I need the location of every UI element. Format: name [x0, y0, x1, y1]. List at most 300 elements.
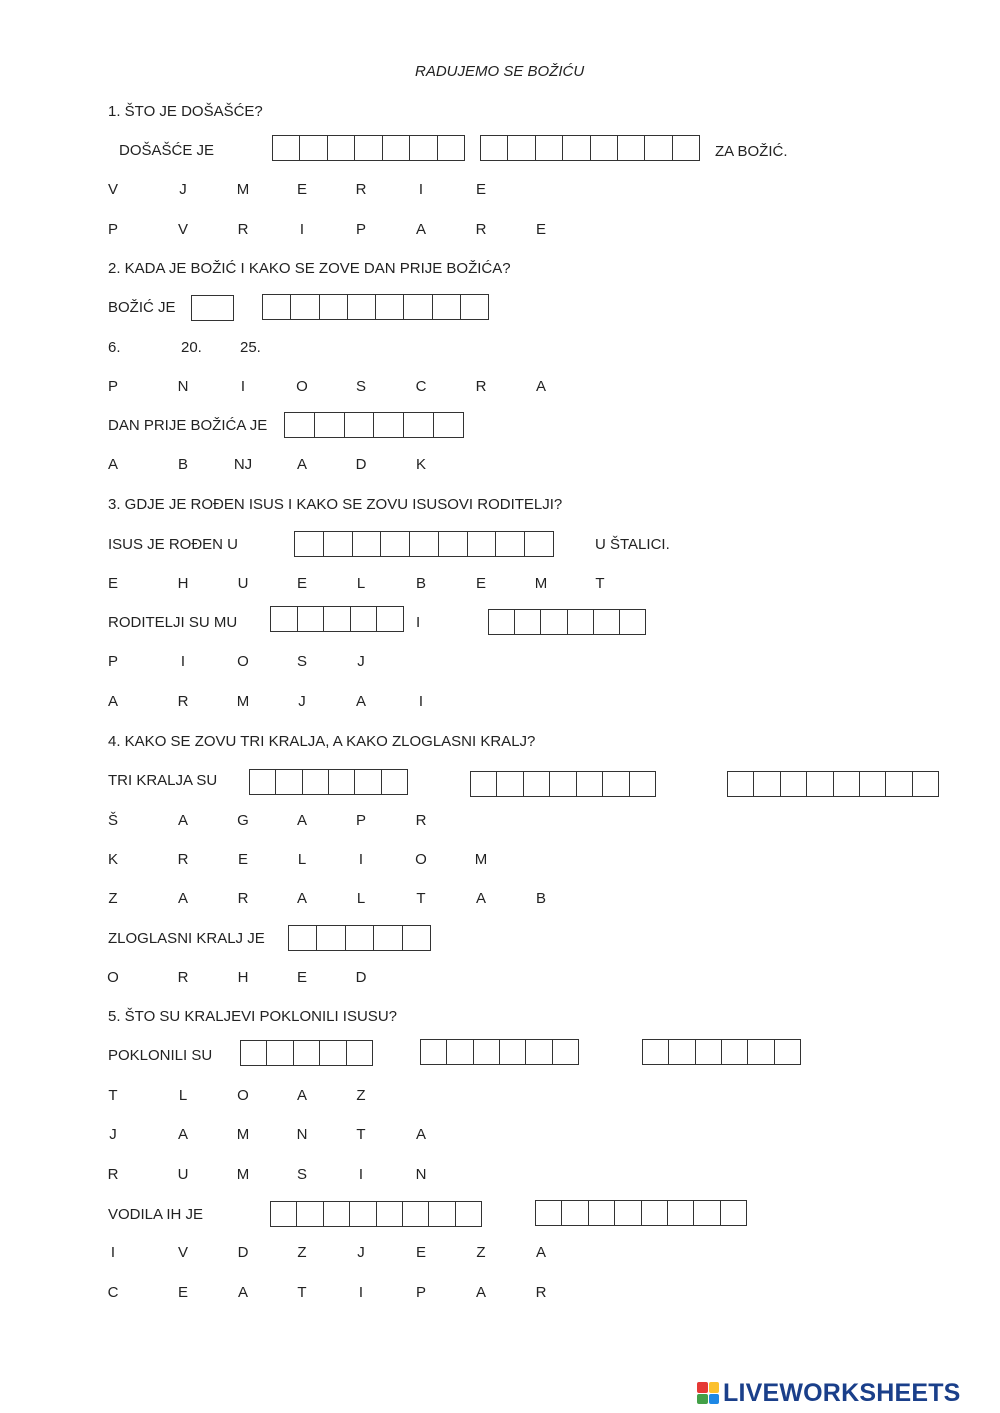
question-3: 3. GDJE JE ROĐEN ISUS I KAKO SE ZOVU ISUSOVI RODITELJI? — [108, 496, 563, 513]
answer-boxes-q1-word2-cell-input[interactable] — [673, 136, 699, 160]
answer-boxes-q5-guide2-cell-input[interactable] — [589, 1201, 614, 1225]
answer-boxes-q2-month-cell-input[interactable] — [320, 295, 347, 319]
logo-square-red — [697, 1382, 708, 1393]
q2-prefix-2: DAN PRIJE BOŽIĆA JE — [108, 417, 268, 434]
answer-boxes-q4-herod-cell-input[interactable] — [403, 926, 430, 950]
answer-boxes-q3-place — [294, 531, 554, 557]
answer-boxes-q3-parent2-cell-input[interactable] — [541, 610, 566, 634]
scrambled-letter: M — [236, 181, 250, 198]
answer-cell — [722, 1040, 748, 1064]
answer-boxes-q5-gift2-cell-input[interactable] — [553, 1040, 578, 1064]
answer-boxes-q1-word2-cell-input[interactable] — [481, 136, 507, 160]
scrambled-letter: J — [179, 181, 187, 198]
scrambled-letter: G — [237, 812, 249, 829]
answer-cell — [541, 610, 567, 634]
answer-boxes-q5-guide2-cell-input[interactable] — [642, 1201, 667, 1225]
answer-boxes-q2-month-cell-input[interactable] — [263, 295, 290, 319]
answer-cell — [315, 413, 345, 437]
scrambled-letter: S — [355, 378, 366, 395]
answer-cell — [263, 295, 291, 319]
scrambled-letter: O — [237, 1087, 249, 1104]
scrambled-letter: E — [535, 221, 546, 238]
answer-cell — [404, 295, 432, 319]
answer-boxes-q5-guide1-cell-input[interactable] — [324, 1202, 349, 1226]
answer-boxes-q5-guide2-cell-input[interactable] — [562, 1201, 587, 1225]
answer-boxes-q1-word1 — [272, 135, 465, 161]
answer-boxes-q3-parent1-cell-input[interactable] — [271, 607, 297, 631]
answer-boxes-q4-king2-cell-input[interactable] — [471, 772, 496, 796]
scrambled-letter: K — [415, 456, 426, 473]
answer-cell — [694, 1201, 720, 1225]
answer-boxes-q1-word1-cell-input[interactable] — [355, 136, 381, 160]
answer-boxes-q5-guide1-cell-input[interactable] — [350, 1202, 375, 1226]
scrambled-letter: T — [297, 1284, 307, 1301]
answer-cell — [303, 770, 329, 794]
scrambled-letter: S — [296, 653, 307, 670]
answer-cell — [471, 772, 497, 796]
scrambled-letter: V — [177, 1244, 188, 1261]
q4-prefix: TRI KRALJA SU — [108, 772, 218, 789]
scrambled-letter: C — [107, 1284, 119, 1301]
answer-boxes-q1-word2-cell-input[interactable] — [618, 136, 644, 160]
answer-boxes-q3-parent2-cell-input[interactable] — [489, 610, 514, 634]
answer-boxes-q5-gift2-cell-input[interactable] — [526, 1040, 551, 1064]
scrambled-letter: I — [110, 1244, 116, 1261]
answer-cell — [350, 1202, 376, 1226]
scrambled-letter: M — [236, 1126, 250, 1143]
q3-prefix: ISUS JE ROĐEN U — [108, 536, 239, 553]
answer-boxes-q5-gift2 — [420, 1039, 579, 1065]
answer-boxes-q3-parent1-cell-input[interactable] — [324, 607, 350, 631]
answer-cell — [382, 770, 407, 794]
scrambled-letter: M — [534, 575, 548, 592]
scrambled-letter: U — [237, 575, 249, 592]
answer-boxes-q5-gift1-cell-input[interactable] — [267, 1041, 292, 1065]
logo-square-blue — [709, 1394, 720, 1405]
answer-boxes-q3-parent1-cell-input[interactable] — [351, 607, 377, 631]
answer-boxes-q3-place-cell-input[interactable] — [496, 532, 524, 556]
answer-boxes-q2-eve-cell-input[interactable] — [434, 413, 463, 437]
answer-boxes-q4-king1-cell-input[interactable] — [329, 770, 354, 794]
scrambled-letter: P — [415, 1284, 426, 1301]
answer-cell — [403, 926, 430, 950]
q1-suffix: ZA BOŽIĆ. — [715, 143, 788, 160]
q5-prefix-2: VODILA IH JE — [108, 1206, 204, 1223]
scrambled-letter: I — [180, 653, 186, 670]
answer-boxes-q2-eve-cell-input[interactable] — [374, 413, 403, 437]
question-2: 2. KADA JE BOŽIĆ I KAKO SE ZOVE DAN PRIJE BOŽIĆA? — [108, 260, 511, 277]
scrambled-letter: A — [296, 890, 307, 907]
answer-boxes-q4-herod-cell-input[interactable] — [289, 926, 316, 950]
answer-boxes-q4-king3-cell-input[interactable] — [886, 772, 911, 796]
scrambled-letter: P — [107, 221, 118, 238]
answer-boxes-q2-eve-cell-input[interactable] — [345, 413, 374, 437]
answer-cell — [294, 1041, 320, 1065]
answer-cell — [433, 295, 461, 319]
answer-boxes-q4-king3-cell-input[interactable] — [860, 772, 885, 796]
answer-boxes-q5-gift2-cell-input[interactable] — [500, 1040, 525, 1064]
answer-cell — [345, 413, 375, 437]
scrambled-letter: N — [296, 1126, 308, 1143]
answer-cell — [536, 136, 563, 160]
answer-cell — [320, 1041, 346, 1065]
answer-cell — [508, 136, 535, 160]
answer-boxes-q5-guide1-cell-input[interactable] — [429, 1202, 454, 1226]
scrambled-letter: P — [355, 221, 366, 238]
scrambled-letter: Š — [107, 812, 118, 829]
answer-boxes-q4-king1-cell-input[interactable] — [276, 770, 301, 794]
answer-boxes-q2-eve-cell-input[interactable] — [285, 413, 314, 437]
answer-cell — [526, 1040, 552, 1064]
scrambled-letter: E — [475, 575, 486, 592]
answer-cell — [834, 772, 860, 796]
scrambled-letter: A — [177, 1126, 188, 1143]
scrambled-letter: T — [108, 1087, 118, 1104]
answer-boxes-q5-guide2 — [535, 1200, 747, 1226]
q1-prefix: DOŠAŠĆE JE — [119, 142, 215, 159]
answer-cell — [615, 1201, 641, 1225]
answer-boxes-q3-place-cell-input[interactable] — [353, 532, 381, 556]
scrambled-letter: Z — [108, 890, 118, 907]
answer-boxes-q5-guide1-cell-input[interactable] — [297, 1202, 322, 1226]
scrambled-letter: I — [240, 378, 246, 395]
scrambled-letter: L — [297, 851, 307, 868]
answer-boxes-q5-gift1-cell-input[interactable] — [241, 1041, 266, 1065]
answer-boxes-q3-place-cell-input[interactable] — [410, 532, 438, 556]
answer-boxes-q2-date-cell-input[interactable] — [192, 296, 233, 320]
answer-boxes-q4-king3-cell-input[interactable] — [781, 772, 806, 796]
answer-boxes-q5-guide2-cell-input[interactable] — [615, 1201, 640, 1225]
answer-cell — [324, 607, 351, 631]
answer-boxes-q4-king2-cell-input[interactable] — [603, 772, 628, 796]
answer-boxes-q5-guide1 — [270, 1201, 482, 1227]
answer-cell — [346, 926, 374, 950]
answer-cell — [291, 295, 319, 319]
scrambled-letter: A — [296, 812, 307, 829]
answer-boxes-q2-month-cell-input[interactable] — [291, 295, 318, 319]
scrambled-letter: E — [296, 181, 307, 198]
answer-boxes-q5-gift3-cell-input[interactable] — [722, 1040, 747, 1064]
answer-boxes-q5-gift2-cell-input[interactable] — [474, 1040, 499, 1064]
answer-boxes-q2-month-cell-input[interactable] — [348, 295, 375, 319]
scrambled-letter: O — [107, 969, 119, 986]
scrambled-letter: K — [107, 851, 118, 868]
scrambled-letter: E — [107, 575, 118, 592]
scrambled-letter: A — [415, 221, 426, 238]
answer-cell — [317, 926, 345, 950]
answer-cell — [515, 610, 541, 634]
answer-boxes-q3-parent2-cell-input[interactable] — [515, 610, 540, 634]
answer-boxes-q1-word2-cell-input[interactable] — [645, 136, 671, 160]
answer-boxes-q1-word1-cell-input[interactable] — [273, 136, 299, 160]
answer-cell — [383, 136, 410, 160]
answer-boxes-q5-guide2-cell-input[interactable] — [694, 1201, 719, 1225]
q4-prefix-2: ZLOGLASNI KRALJ JE — [108, 930, 265, 947]
answer-cell — [355, 136, 382, 160]
answer-boxes-q4-king2 — [470, 771, 656, 797]
answer-boxes-q2-eve-cell-input[interactable] — [404, 413, 433, 437]
answer-cell — [353, 532, 382, 556]
answer-cell — [645, 136, 672, 160]
scrambled-letter: S — [296, 1166, 307, 1183]
q3-suffix: U ŠTALICI. — [595, 536, 670, 553]
answer-boxes-q4-king1-cell-input[interactable] — [250, 770, 275, 794]
answer-cell — [524, 772, 550, 796]
answer-cell — [348, 295, 376, 319]
scrambled-letter: M — [236, 1166, 250, 1183]
answer-boxes-q3-place-cell-input[interactable] — [295, 532, 323, 556]
answer-boxes-q1-word2-cell-input[interactable] — [536, 136, 562, 160]
scrambled-letter: N — [177, 378, 189, 395]
scrambled-letter: E — [237, 851, 248, 868]
answer-boxes-q5-gift3-cell-input[interactable] — [775, 1040, 800, 1064]
answer-boxes-q4-king3-cell-input[interactable] — [913, 772, 938, 796]
answer-boxes-q3-parent2 — [488, 609, 646, 635]
answer-cell — [643, 1040, 669, 1064]
logo-square-yellow — [709, 1382, 720, 1393]
answer-boxes-q5-guide1-cell-input[interactable] — [456, 1202, 481, 1226]
scrambled-letter: L — [356, 575, 366, 592]
answer-boxes-q4-king2-cell-input[interactable] — [630, 772, 655, 796]
scrambled-letter: J — [109, 1126, 117, 1143]
answer-boxes-q4-king3-cell-input[interactable] — [728, 772, 753, 796]
answer-cell — [642, 1201, 668, 1225]
answer-boxes-q3-place-cell-input[interactable] — [468, 532, 496, 556]
scrambled-letter: R — [475, 221, 487, 238]
scrambled-letter: I — [358, 851, 364, 868]
answer-boxes-q3-parent2-cell-input[interactable] — [594, 610, 619, 634]
answer-cell — [271, 1202, 297, 1226]
scrambled-letter: E — [415, 1244, 426, 1261]
answer-boxes-q1-word1-cell-input[interactable] — [438, 136, 464, 160]
answer-boxes-q5-guide1-cell-input[interactable] — [403, 1202, 428, 1226]
scrambled-letter: A — [107, 693, 118, 710]
question-4: 4. KAKO SE ZOVU TRI KRALJA, A KAKO ZLOGLASNI KRALJ? — [108, 733, 536, 750]
scrambled-letter: A — [475, 1284, 486, 1301]
scrambled-letter: A — [415, 1126, 426, 1143]
answer-boxes-q1-word2 — [480, 135, 700, 161]
answer-boxes-q3-parent1 — [270, 606, 404, 632]
answer-boxes-q4-king2-cell-input[interactable] — [577, 772, 602, 796]
answer-boxes-q4-king1-cell-input[interactable] — [382, 770, 407, 794]
answer-boxes-q5-gift1-cell-input[interactable] — [320, 1041, 345, 1065]
q3-prefix-2: RODITELJI SU MU — [108, 614, 238, 631]
answer-boxes-q3-place-cell-input[interactable] — [525, 532, 553, 556]
answer-cell — [285, 413, 315, 437]
answer-boxes-q1-word2-cell-input[interactable] — [591, 136, 617, 160]
answer-cell — [410, 532, 439, 556]
scrambled-letter: L — [178, 1087, 188, 1104]
answer-cell — [673, 136, 699, 160]
answer-boxes-q3-parent1-cell-input[interactable] — [298, 607, 324, 631]
answer-boxes-q3-place-cell-input[interactable] — [381, 532, 409, 556]
answer-cell — [497, 772, 523, 796]
scrambled-letter: M — [474, 851, 488, 868]
answer-cell — [438, 136, 464, 160]
answer-boxes-q3-parent2-cell-input[interactable] — [568, 610, 593, 634]
answer-cell — [289, 926, 317, 950]
scrambled-letter: B — [415, 575, 426, 592]
scrambled-letter: Z — [476, 1244, 486, 1261]
answer-boxes-q5-gift3-cell-input[interactable] — [696, 1040, 721, 1064]
answer-cell — [775, 1040, 800, 1064]
answer-boxes-q3-parent1-cell-input[interactable] — [377, 607, 403, 631]
answer-boxes-q2-date — [191, 295, 234, 321]
answer-boxes-q5-guide2-cell-input[interactable] — [668, 1201, 693, 1225]
answer-cell — [500, 1040, 526, 1064]
answer-cell — [404, 413, 434, 437]
answer-boxes-q5-guide2-cell-input[interactable] — [721, 1201, 746, 1225]
scrambled-letter: NJ — [233, 456, 253, 473]
answer-boxes-q2-month-cell-input[interactable] — [461, 295, 488, 319]
scrambled-letter: R — [415, 812, 427, 829]
answer-boxes-q3-parent2-cell-input[interactable] — [620, 610, 645, 634]
answer-boxes-q2-month-cell-input[interactable] — [433, 295, 460, 319]
answer-boxes-q5-guide1-cell-input[interactable] — [271, 1202, 296, 1226]
scrambled-letter: T — [595, 575, 605, 592]
q2-prefix: BOŽIĆ JE — [108, 299, 176, 316]
answer-cell — [297, 1202, 323, 1226]
answer-boxes-q5-gift3-cell-input[interactable] — [748, 1040, 773, 1064]
scrambled-letter: C — [415, 378, 427, 395]
answer-cell — [754, 772, 780, 796]
q2-number-6: 6. — [108, 339, 121, 356]
scrambled-letter: A — [177, 890, 188, 907]
liveworksheets-logo-icon — [697, 1382, 719, 1404]
question-1: 1. ŠTO JE DOŠAŠĆE? — [108, 103, 263, 120]
answer-cell — [860, 772, 886, 796]
answer-cell — [589, 1201, 615, 1225]
answer-boxes-q4-herod-cell-input[interactable] — [346, 926, 373, 950]
answer-boxes-q2-month-cell-input[interactable] — [376, 295, 403, 319]
scrambled-letter: E — [177, 1284, 188, 1301]
answer-cell — [298, 607, 325, 631]
answer-boxes-q1-word2-cell-input[interactable] — [563, 136, 589, 160]
answer-boxes-q4-king1 — [249, 769, 408, 795]
scrambled-letter: Z — [356, 1087, 366, 1104]
answer-cell — [456, 1202, 481, 1226]
answer-boxes-q5-gift1-cell-input[interactable] — [347, 1041, 372, 1065]
answer-cell — [525, 532, 553, 556]
answer-cell — [591, 136, 618, 160]
answer-boxes-q4-king3-cell-input[interactable] — [754, 772, 779, 796]
answer-cell — [721, 1201, 746, 1225]
answer-cell — [568, 610, 594, 634]
answer-boxes-q4-king3-cell-input[interactable] — [807, 772, 832, 796]
answer-cell — [489, 610, 515, 634]
answer-boxes-q4-king3-cell-input[interactable] — [834, 772, 859, 796]
scrambled-letter: A — [535, 1244, 546, 1261]
answer-boxes-q5-gift3 — [642, 1039, 801, 1065]
answer-boxes-q4-herod-cell-input[interactable] — [317, 926, 344, 950]
scrambled-letter: A — [177, 812, 188, 829]
answer-boxes-q3-place-cell-input[interactable] — [324, 532, 352, 556]
answer-cell — [461, 295, 488, 319]
logo-square-green — [697, 1394, 708, 1405]
question-5: 5. ŠTO SU KRALJEVI POKLONILI ISUSU? — [108, 1008, 397, 1025]
answer-cell — [594, 610, 620, 634]
answer-cell — [439, 532, 468, 556]
scrambled-letter: A — [535, 378, 546, 395]
scrambled-letter: J — [357, 653, 365, 670]
answer-cell — [381, 532, 410, 556]
answer-boxes-q5-gift1-cell-input[interactable] — [294, 1041, 319, 1065]
scrambled-letter: H — [177, 575, 189, 592]
answer-cell — [496, 532, 525, 556]
scrambled-letter: U — [177, 1166, 189, 1183]
answer-cell — [562, 1201, 588, 1225]
answer-boxes-q1-word2-cell-input[interactable] — [508, 136, 534, 160]
answer-cell — [550, 772, 576, 796]
scrambled-letter: A — [475, 890, 486, 907]
scrambled-letter: I — [358, 1284, 364, 1301]
scrambled-letter: I — [418, 181, 424, 198]
answer-boxes-q1-word1-cell-input[interactable] — [383, 136, 409, 160]
answer-boxes-q1-word1-cell-input[interactable] — [300, 136, 326, 160]
scrambled-letter: Z — [297, 1244, 307, 1261]
answer-boxes-q4-king1-cell-input[interactable] — [303, 770, 328, 794]
answer-boxes-q3-place-cell-input[interactable] — [439, 532, 467, 556]
scrambled-letter: P — [355, 812, 366, 829]
scrambled-letter: A — [107, 456, 118, 473]
scrambled-letter: R — [475, 378, 487, 395]
scrambled-letter: O — [237, 653, 249, 670]
answer-boxes-q5-gift1 — [240, 1040, 373, 1066]
scrambled-letter: O — [296, 378, 308, 395]
answer-boxes-q1-word1-cell-input[interactable] — [410, 136, 436, 160]
answer-cell — [630, 772, 655, 796]
answer-cell — [620, 610, 645, 634]
answer-cell — [403, 1202, 429, 1226]
answer-boxes-q5-guide2-cell-input[interactable] — [536, 1201, 561, 1225]
scrambled-letter: M — [236, 693, 250, 710]
answer-cell — [376, 295, 404, 319]
answer-cell — [434, 413, 463, 437]
q2-number-25: 25. — [240, 339, 261, 356]
answer-cell — [295, 532, 324, 556]
scrambled-letter: R — [535, 1284, 547, 1301]
answer-boxes-q2-eve-cell-input[interactable] — [315, 413, 344, 437]
answer-boxes-q4-king2-cell-input[interactable] — [524, 772, 549, 796]
answer-boxes-q5-gift3-cell-input[interactable] — [669, 1040, 694, 1064]
answer-boxes-q4-king2-cell-input[interactable] — [497, 772, 522, 796]
answer-boxes-q4-king1-cell-input[interactable] — [355, 770, 380, 794]
answer-boxes-q5-gift3-cell-input[interactable] — [643, 1040, 668, 1064]
answer-boxes-q1-word1-cell-input[interactable] — [328, 136, 354, 160]
answer-boxes-q5-guide1-cell-input[interactable] — [377, 1202, 402, 1226]
answer-cell — [347, 1041, 372, 1065]
scrambled-letter: T — [356, 1126, 366, 1143]
scrambled-letter: B — [535, 890, 546, 907]
answer-cell — [728, 772, 754, 796]
answer-cell — [748, 1040, 774, 1064]
answer-cell — [324, 532, 353, 556]
answer-boxes-q5-gift2-cell-input[interactable] — [447, 1040, 472, 1064]
answer-boxes-q4-herod-cell-input[interactable] — [374, 926, 401, 950]
answer-boxes-q4-king2-cell-input[interactable] — [550, 772, 575, 796]
answer-cell — [328, 136, 355, 160]
liveworksheets-logo — [697, 1378, 961, 1407]
scrambled-letter: A — [296, 1087, 307, 1104]
answer-cell — [781, 772, 807, 796]
scrambled-letter: O — [415, 851, 427, 868]
answer-boxes-q5-gift2-cell-input[interactable] — [421, 1040, 446, 1064]
logo-text: LIVEWORKSHEETS — [723, 1378, 961, 1407]
scrambled-letter: D — [355, 456, 367, 473]
answer-boxes-q2-eve — [284, 412, 464, 438]
scrambled-letter: T — [416, 890, 426, 907]
answer-boxes-q2-month-cell-input[interactable] — [404, 295, 431, 319]
